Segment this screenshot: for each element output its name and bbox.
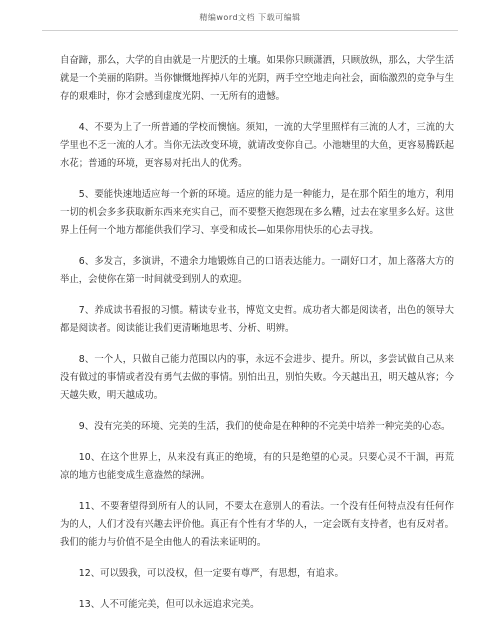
paragraph-6: 6、多发言，多演讲，不遗余力地锻炼自己的口语表达能力。一副好口才，加上落落大方的举止，会使你在第一时间就受到别人的欢迎。 [60,256,454,285]
paragraph-7: 7、养成读书看报的习惯。精读专业书，博览文史哲。成功者大都是阅读者，出色的领导大都是阅读者。阅读能让我们更清晰地思考、分析、明辨。 [60,305,454,334]
paragraph-11: 11、不要奢望得到所有人的认同，不要太在意别人的看法。一个没有任何特点没有任何作为的人，人们才没有兴趣去评价他。真正有个性有才华的人，一定会既有支持者，也有反对者。我们的能力与价值不是全由他人的看法来证明的。 [60,501,454,548]
header-divider [42,30,458,31]
paragraph-8: 8、一个人，只做自己能力范围以内的事，永远不会进步、提升。所以，多尝试做自己从来没有做过的事情或者没有勇气去做的事情。别怕出丑，别怕失败。今天越出丑，明天越从容；今天越失败，明天越成功。 [60,354,454,401]
paragraph-13: 13、人不可能完美，但可以永远追求完美。 [78,599,260,610]
paragraph-9: 9、没有完美的环境、完美的生活，我们的使命是在种种的不完美中培养一种完美的心态。 [78,421,451,432]
paragraph-intro: 自奋蹄，那么，大学的自由就是一片肥沃的土壤。如果你只顾潇洒，只顾放纵，那么，大学生活就是一个美丽的陷阱。当你慷慨地挥掉八年的光阴，两手空空地走向社会，面临激烈的竞争与生存的艰难时，你才会感到虚度光阴、一无所有的遗憾。 [60,55,454,102]
paragraph-10: 10、在这个世界上，从来没有真正的绝境，有的只是绝望的心灵。只要心灵不干涸，再荒凉的地方也能变成生意盎然的绿洲。 [60,452,454,481]
paragraph-4: 4、不要为上了一所普通的学校而懊恼。须知，一流的大学里照样有三流的人才，三流的大学里也不乏一流的人才。当你无法改变环境，就请改变你自己。小池塘里的大鱼，更容易腾跃起水花；普通的环境，更容易对托出人的优秀。 [60,122,454,169]
paragraph-12: 12、可以毁我，可以没权，但一定要有尊严，有思想，有追求。 [78,568,344,579]
paragraph-5: 5、要能快速地适应每一个新的环境。适应的能力是一种能力，是在那个陌生的地方，利用一切的机会多多获取新东西来充实自己，而不要整天抱怨现在多么糟，过去在家里多么好。这世界上任何一个地方都能供我们学习、享受和成长—如果你用快乐的心去寻找。 [60,189,454,236]
document-body [60,52,454,627]
page-header: 精编word文档 下载可编辑 [199,13,301,22]
